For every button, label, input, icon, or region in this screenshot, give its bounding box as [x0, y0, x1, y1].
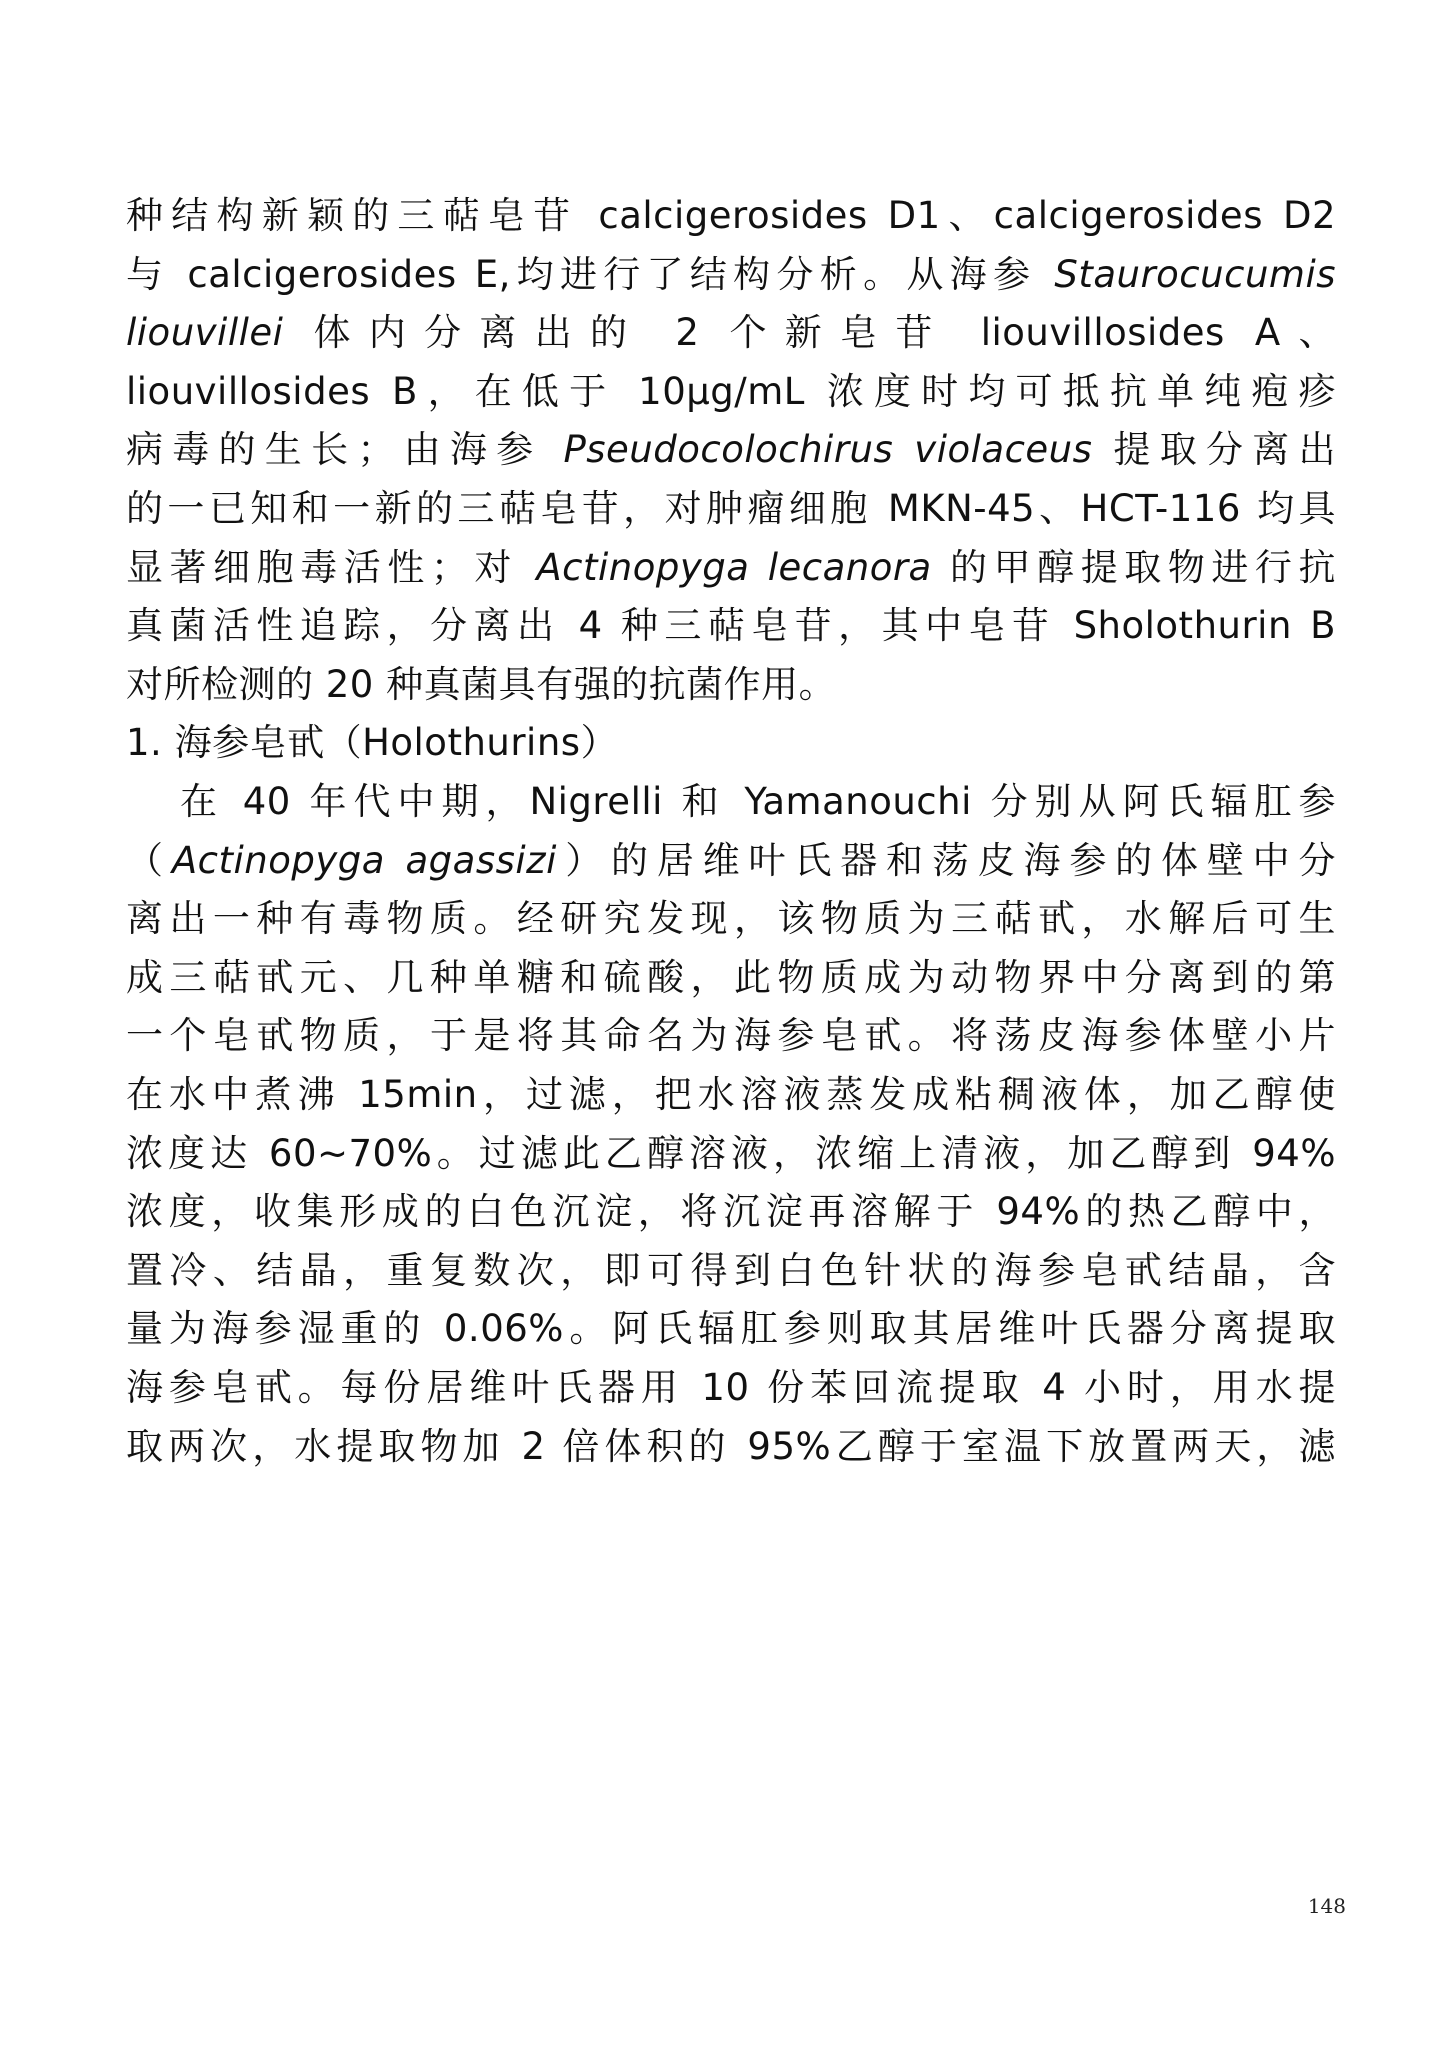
text-line — [126, 304, 1336, 362]
text-run: 在 40 年代中期，Nigrelli 和 Yamanouchi 分别从阿氏辐肛参 — [180, 780, 1336, 823]
text-line — [126, 1242, 1336, 1300]
text-line — [126, 1007, 1336, 1065]
text-run: 体内分离出的 2 个新皂苷 liouvillosides A、 — [283, 311, 1336, 355]
text-run: 海参皂甙。每份居维叶氏器用 10 份苯回流提取 4 小时，用水提 — [126, 1366, 1336, 1409]
text-line — [126, 1300, 1336, 1358]
text-run: 离出一种有毒物质。经研究发现，该物质为三萜甙，水解后可生 — [126, 897, 1336, 941]
section-heading — [126, 714, 1336, 772]
text-line — [126, 1418, 1336, 1476]
text-line — [126, 480, 1336, 538]
text-run: 浓度达 60~70%。过滤此乙醇溶液，浓缩上清液，加乙醇到 94% — [126, 1131, 1336, 1175]
italic-species-name: Actinopyga lecanora — [536, 545, 932, 589]
text-line — [126, 949, 1336, 1007]
text-run: 在水中煮沸 15min，过滤，把水溶液蒸发成粘稠液体，加乙醇使 — [126, 1073, 1336, 1116]
text-line — [126, 421, 1336, 479]
text-line — [126, 890, 1336, 948]
text-line — [126, 1125, 1336, 1183]
text-run: 与 calcigerosides E,均进行了结构分析。从海参 — [126, 252, 1055, 296]
text-line — [126, 1066, 1336, 1124]
text-line — [126, 832, 1336, 890]
text-run: （ — [126, 838, 172, 882]
text-line — [126, 363, 1336, 421]
text-run: 一个皂甙物质，于是将其命名为海参皂甙。将荡皮海参体壁小片 — [126, 1014, 1336, 1058]
text-run: 提取分离出 — [1092, 428, 1336, 472]
text-run: liouvillosides B，在低于 10μg/mL 浓度时均可抵抗单纯疱疹 — [126, 369, 1336, 413]
text-run: 病毒的生长；由海参 — [126, 428, 564, 472]
page-number: 148 — [1307, 1894, 1346, 1918]
text-run: 对所检测的 20 种真菌具有强的抗菌作用。 — [126, 662, 837, 706]
text-line — [126, 597, 1336, 655]
text-run: 显著细胞毒活性；对 — [126, 545, 537, 589]
text-run: 的一已知和一新的三萜皂苷，对肿瘤细胞 MKN-45、HCT-116 均具 — [126, 487, 1336, 530]
text-line — [126, 539, 1336, 597]
text-run: 种结构新颖的三萜皂苷 calcigerosides D1、calcigerosides D2 — [126, 194, 1336, 237]
italic-species-name: Actinopyga agassizi — [171, 838, 557, 882]
text-run: 的甲醇提取物进行抗 — [931, 545, 1336, 589]
text-run: 取两次，水提取物加 2 倍体积的 95%乙醇于室温下放置两天，滤 — [126, 1424, 1336, 1468]
text-line — [180, 773, 1336, 831]
text-run: 量为海参湿重的 0.06%。阿氏辐肛参则取其居维叶氏器分离提取 — [126, 1307, 1336, 1351]
text-line — [126, 1183, 1336, 1241]
italic-species-name: Staurocucumis — [1054, 252, 1336, 296]
text-run: 浓度，收集形成的白色沉淀，将沉淀再溶解于 94%的热乙醇中， — [126, 1190, 1336, 1234]
text-run: 真菌活性追踪，分离出 4 种三萜皂苷，其中皂苷 Sholothurin B — [126, 604, 1336, 648]
text-run: 置冷、结晶，重复数次，即可得到白色针状的海参皂甙结晶，含 — [126, 1248, 1336, 1292]
text-run: 1. 海参皂甙（Holothurins） — [126, 721, 619, 765]
text-line — [126, 656, 1336, 714]
text-run: ）的居维叶氏器和荡皮海参的体壁中分 — [556, 838, 1336, 882]
text-line — [126, 1359, 1336, 1417]
italic-species-name: liouvillei — [126, 311, 284, 355]
text-line — [126, 187, 1336, 245]
text-line — [126, 246, 1336, 304]
text-run: 成三萜甙元、几种单糖和硫酸，此物质成为动物界中分离到的第 — [126, 955, 1336, 999]
italic-species-name: Pseudocolochirus violaceus — [563, 428, 1093, 472]
